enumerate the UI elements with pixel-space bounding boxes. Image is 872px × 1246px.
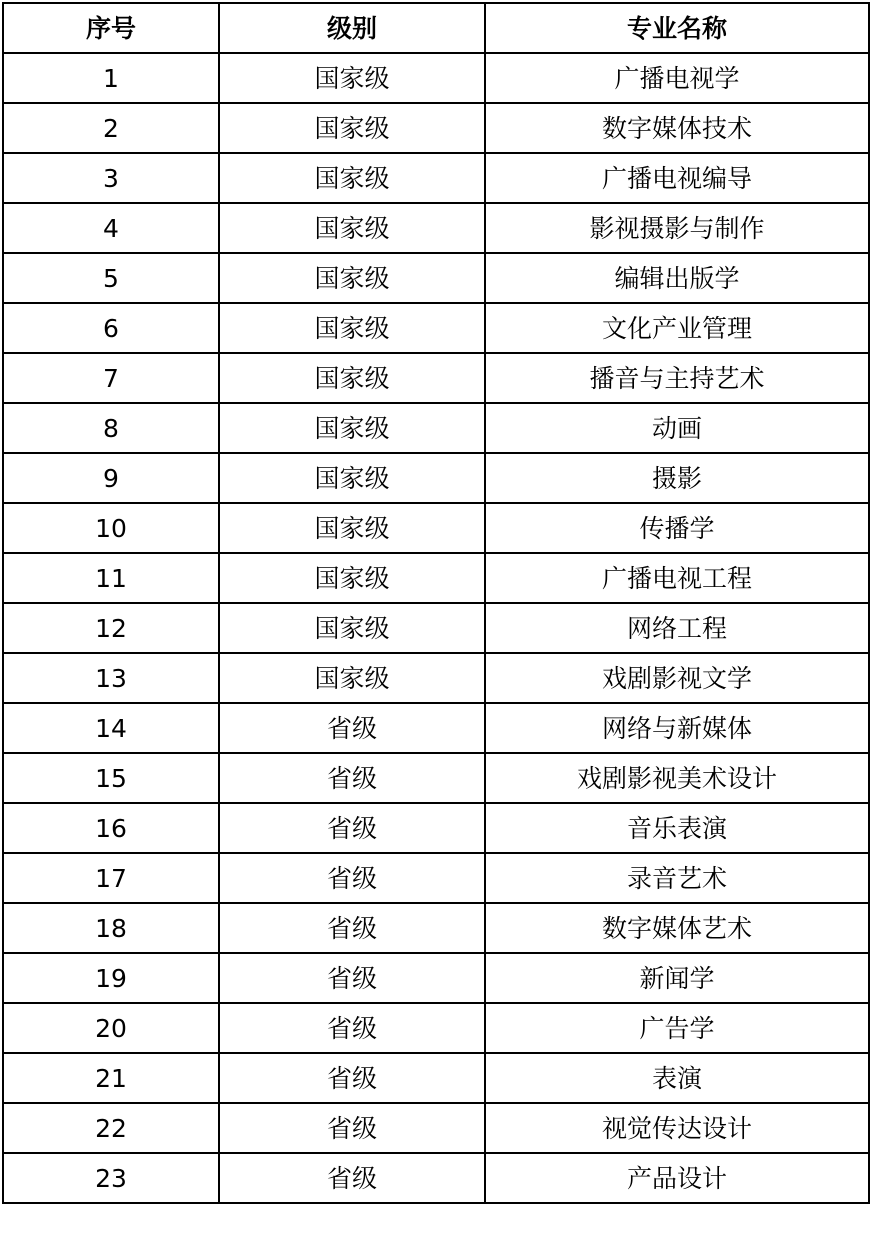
- index-cell: 18: [3, 903, 219, 953]
- table-row: [3, 403, 869, 453]
- level-cell: 国家级: [219, 453, 485, 503]
- index-cell: 15: [3, 753, 219, 803]
- level-cell: 国家级: [219, 403, 485, 453]
- index-cell: 5: [3, 253, 219, 303]
- major-name-cell: 播音与主持艺术: [485, 353, 869, 403]
- table-row: [3, 203, 869, 253]
- table-row: [3, 853, 869, 903]
- major-name-cell: 表演: [485, 1053, 869, 1103]
- major-name-cell: 文化产业管理: [485, 303, 869, 353]
- level-cell: 国家级: [219, 553, 485, 603]
- index-cell: 22: [3, 1103, 219, 1153]
- table-row: [3, 153, 869, 203]
- index-cell: 23: [3, 1153, 219, 1203]
- level-cell: 国家级: [219, 53, 485, 103]
- level-cell: 国家级: [219, 203, 485, 253]
- table-row: [3, 103, 869, 153]
- major-name-cell: 新闻学: [485, 953, 869, 1003]
- level-cell: 省级: [219, 903, 485, 953]
- index-cell: 11: [3, 553, 219, 603]
- index-cell: 20: [3, 1003, 219, 1053]
- major-name-cell: 戏剧影视美术设计: [485, 753, 869, 803]
- index-cell: 14: [3, 703, 219, 753]
- index-cell: 4: [3, 203, 219, 253]
- index-cell: 19: [3, 953, 219, 1003]
- level-cell: 省级: [219, 1153, 485, 1203]
- table-row: [3, 453, 869, 503]
- level-cell: 省级: [219, 703, 485, 753]
- table-row: [3, 53, 869, 103]
- table-row: [3, 653, 869, 703]
- major-name-cell: 数字媒体艺术: [485, 903, 869, 953]
- major-name-cell: 编辑出版学: [485, 253, 869, 303]
- table-row: [3, 903, 869, 953]
- major-name-cell: 网络工程: [485, 603, 869, 653]
- index-cell: 10: [3, 503, 219, 553]
- major-name-cell: 录音艺术: [485, 853, 869, 903]
- table-row: [3, 1003, 869, 1053]
- level-cell: 国家级: [219, 603, 485, 653]
- index-cell: 6: [3, 303, 219, 353]
- table-row: [3, 553, 869, 603]
- major-name-cell: 数字媒体技术: [485, 103, 869, 153]
- header-level: 级别: [219, 3, 485, 53]
- major-name-cell: 产品设计: [485, 1153, 869, 1203]
- index-cell: 1: [3, 53, 219, 103]
- level-cell: 省级: [219, 1053, 485, 1103]
- table-row: [3, 753, 869, 803]
- index-cell: 9: [3, 453, 219, 503]
- level-cell: 省级: [219, 1103, 485, 1153]
- header-row: [3, 3, 869, 53]
- major-name-cell: 网络与新媒体: [485, 703, 869, 753]
- level-cell: 国家级: [219, 253, 485, 303]
- level-cell: 省级: [219, 1003, 485, 1053]
- index-cell: 2: [3, 103, 219, 153]
- index-cell: 17: [3, 853, 219, 903]
- index-cell: 12: [3, 603, 219, 653]
- table-row: [3, 703, 869, 753]
- level-cell: 国家级: [219, 303, 485, 353]
- table-row: [3, 303, 869, 353]
- table-header: [3, 3, 869, 53]
- major-name-cell: 音乐表演: [485, 803, 869, 853]
- table-row: [3, 1103, 869, 1153]
- table-row: [3, 1053, 869, 1103]
- header-index: 序号: [3, 3, 219, 53]
- major-name-cell: 广播电视学: [485, 53, 869, 103]
- index-cell: 13: [3, 653, 219, 703]
- level-cell: 国家级: [219, 103, 485, 153]
- table-row: [3, 353, 869, 403]
- table-row: [3, 503, 869, 553]
- major-name-cell: 动画: [485, 403, 869, 453]
- major-name-cell: 摄影: [485, 453, 869, 503]
- major-name-cell: 戏剧影视文学: [485, 653, 869, 703]
- level-cell: 国家级: [219, 503, 485, 553]
- table-row: [3, 1153, 869, 1203]
- major-name-cell: 广告学: [485, 1003, 869, 1053]
- level-cell: 国家级: [219, 353, 485, 403]
- table-row: [3, 603, 869, 653]
- major-name-cell: 广播电视编导: [485, 153, 869, 203]
- level-cell: 省级: [219, 803, 485, 853]
- level-cell: 国家级: [219, 153, 485, 203]
- major-name-cell: 视觉传达设计: [485, 1103, 869, 1153]
- level-cell: 省级: [219, 853, 485, 903]
- index-cell: 7: [3, 353, 219, 403]
- major-name-cell: 影视摄影与制作: [485, 203, 869, 253]
- table-body: [3, 53, 869, 1203]
- table-row: [3, 253, 869, 303]
- level-cell: 省级: [219, 953, 485, 1003]
- index-cell: 21: [3, 1053, 219, 1103]
- table-row: [3, 803, 869, 853]
- major-name-cell: 广播电视工程: [485, 553, 869, 603]
- table-row: [3, 953, 869, 1003]
- level-cell: 国家级: [219, 653, 485, 703]
- header-major-name: 专业名称: [485, 3, 869, 53]
- majors-table: [2, 2, 870, 1204]
- index-cell: 8: [3, 403, 219, 453]
- index-cell: 16: [3, 803, 219, 853]
- major-name-cell: 传播学: [485, 503, 869, 553]
- level-cell: 省级: [219, 753, 485, 803]
- index-cell: 3: [3, 153, 219, 203]
